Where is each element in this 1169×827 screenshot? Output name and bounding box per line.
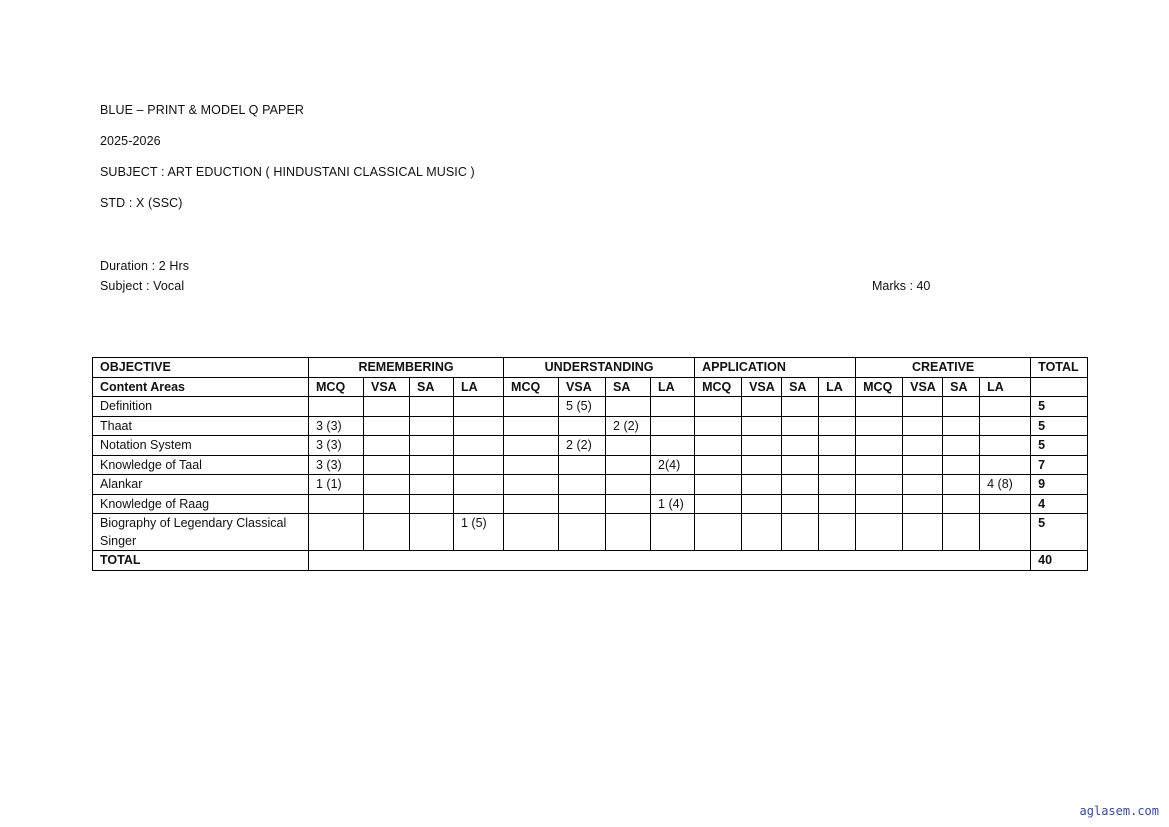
- marks-cell: [364, 416, 410, 436]
- objective-header: OBJECTIVE: [93, 358, 309, 378]
- table-row: [93, 397, 1088, 417]
- marks-cell: [943, 416, 980, 436]
- marks-cell: [410, 494, 454, 514]
- marks-cell: [903, 514, 943, 551]
- grand-total-label: TOTAL: [93, 551, 309, 571]
- marks-cell: [504, 455, 559, 475]
- marks-cell: [309, 494, 364, 514]
- marks-cell: [364, 514, 410, 551]
- marks-cell: 2 (2): [559, 436, 606, 456]
- subcolumn-header: LA: [819, 377, 856, 397]
- marks-cell: [651, 475, 695, 495]
- subcolumn-header: LA: [980, 377, 1031, 397]
- marks-cell: [364, 475, 410, 495]
- marks-cell: [782, 475, 819, 495]
- content-areas-header: Content Areas: [93, 377, 309, 397]
- row-total-cell: 9: [1031, 475, 1088, 495]
- marks-cell: [819, 436, 856, 456]
- marks-cell: [606, 397, 651, 417]
- row-total-cell: 7: [1031, 455, 1088, 475]
- marks-cell: [559, 416, 606, 436]
- marks-cell: [559, 455, 606, 475]
- marks-cell: [856, 455, 903, 475]
- marks-cell: [980, 436, 1031, 456]
- marks-cell: [606, 455, 651, 475]
- marks-cell: [742, 397, 782, 417]
- marks-cell: [742, 455, 782, 475]
- marks-cell: [559, 514, 606, 551]
- marks-cell: [782, 436, 819, 456]
- table-row: [93, 514, 1088, 551]
- marks-cell: [454, 436, 504, 456]
- table-row: [93, 455, 1088, 475]
- subcolumn-header: SA: [606, 377, 651, 397]
- marks-cell: [980, 397, 1031, 417]
- marks-cell: [504, 494, 559, 514]
- marks-cell: [651, 397, 695, 417]
- subcolumn-header: SA: [410, 377, 454, 397]
- content-area-cell: Biography of Legendary Classical Singer: [93, 514, 309, 551]
- subcolumn-header-row: [93, 377, 1088, 397]
- marks-cell: [782, 494, 819, 514]
- subcolumn-header: VSA: [742, 377, 782, 397]
- marks-cell: [559, 475, 606, 495]
- marks-cell: 1 (1): [309, 475, 364, 495]
- marks-cell: [943, 455, 980, 475]
- marks-cell: [742, 494, 782, 514]
- marks-cell: [980, 416, 1031, 436]
- subcolumn-header: VSA: [903, 377, 943, 397]
- blueprint-table: [92, 357, 1088, 571]
- subcolumn-header: SA: [943, 377, 980, 397]
- subcolumn-header: VSA: [559, 377, 606, 397]
- subcolumn-header-total-blank: [1031, 377, 1088, 397]
- marks-cell: [903, 436, 943, 456]
- marks-cell: [980, 494, 1031, 514]
- duration-line: Duration : 2 Hrs: [100, 259, 190, 273]
- marks-cell: 4 (8): [980, 475, 1031, 495]
- marks-cell: [651, 436, 695, 456]
- marks-cell: [742, 475, 782, 495]
- marks-cell: [819, 416, 856, 436]
- marks-line: Marks : 40: [872, 279, 931, 293]
- group-header-understanding: UNDERSTANDING: [504, 358, 695, 378]
- subcolumn-header: LA: [454, 377, 504, 397]
- marks-cell: 2 (2): [606, 416, 651, 436]
- marks-cell: [819, 514, 856, 551]
- grand-total-row: [93, 551, 1088, 571]
- marks-cell: [606, 436, 651, 456]
- marks-cell: [410, 475, 454, 495]
- marks-cell: [943, 436, 980, 456]
- marks-cell: 1 (4): [651, 494, 695, 514]
- group-header-creative: CREATIVE: [856, 358, 1031, 378]
- marks-cell: [410, 397, 454, 417]
- marks-cell: [695, 416, 742, 436]
- grand-total-value: 40: [1031, 551, 1088, 571]
- marks-cell: [410, 416, 454, 436]
- table-row: [93, 416, 1088, 436]
- group-header-row: [93, 358, 1088, 378]
- marks-cell: [606, 494, 651, 514]
- content-area-cell: Knowledge of Taal: [93, 455, 309, 475]
- marks-cell: [364, 397, 410, 417]
- marks-cell: [742, 416, 782, 436]
- marks-cell: [410, 436, 454, 456]
- marks-cell: [980, 514, 1031, 551]
- marks-cell: [856, 416, 903, 436]
- table-row: [93, 475, 1088, 495]
- marks-cell: 3 (3): [309, 455, 364, 475]
- subcolumn-header: MCQ: [309, 377, 364, 397]
- marks-cell: [504, 514, 559, 551]
- subcolumn-header: LA: [651, 377, 695, 397]
- subject-type-line: Subject : Vocal: [100, 279, 185, 293]
- paper-title: BLUE – PRINT & MODEL Q PAPER: [100, 103, 305, 117]
- marks-cell: [943, 475, 980, 495]
- marks-cell: [695, 436, 742, 456]
- marks-cell: [695, 514, 742, 551]
- marks-cell: [856, 397, 903, 417]
- marks-cell: [364, 436, 410, 456]
- marks-cell: [410, 514, 454, 551]
- marks-cell: [309, 397, 364, 417]
- group-header-remembering: REMEMBERING: [309, 358, 504, 378]
- watermark: aglasem.com: [1079, 804, 1159, 818]
- marks-cell: [819, 455, 856, 475]
- marks-cell: [782, 397, 819, 417]
- marks-cell: [742, 436, 782, 456]
- std-line: STD : X (SSC): [100, 196, 183, 210]
- marks-cell: [454, 455, 504, 475]
- marks-cell: [819, 397, 856, 417]
- marks-cell: 1 (5): [454, 514, 504, 551]
- content-area-cell: Notation System: [93, 436, 309, 456]
- marks-cell: [819, 475, 856, 495]
- marks-cell: [410, 455, 454, 475]
- marks-cell: [504, 436, 559, 456]
- marks-cell: [695, 397, 742, 417]
- marks-cell: 5 (5): [559, 397, 606, 417]
- marks-cell: [943, 494, 980, 514]
- row-total-cell: 4: [1031, 494, 1088, 514]
- content-area-cell: Definition: [93, 397, 309, 417]
- marks-cell: [782, 455, 819, 475]
- subcolumn-header: SA: [782, 377, 819, 397]
- marks-cell: 2(4): [651, 455, 695, 475]
- subcolumn-header: MCQ: [856, 377, 903, 397]
- marks-cell: [695, 455, 742, 475]
- marks-cell: [309, 514, 364, 551]
- marks-cell: [903, 455, 943, 475]
- marks-cell: [559, 494, 606, 514]
- marks-cell: [903, 475, 943, 495]
- marks-cell: [454, 397, 504, 417]
- marks-cell: [606, 514, 651, 551]
- marks-cell: [651, 416, 695, 436]
- marks-cell: [454, 494, 504, 514]
- content-area-cell: Thaat: [93, 416, 309, 436]
- marks-cell: [856, 494, 903, 514]
- marks-cell: [651, 514, 695, 551]
- group-header-application: APPLICATION: [695, 358, 856, 378]
- marks-cell: 3 (3): [309, 436, 364, 456]
- marks-cell: [364, 455, 410, 475]
- row-total-cell: 5: [1031, 397, 1088, 417]
- marks-cell: [364, 494, 410, 514]
- content-area-cell: Alankar: [93, 475, 309, 495]
- marks-cell: [782, 416, 819, 436]
- subcolumn-header: MCQ: [695, 377, 742, 397]
- row-total-cell: 5: [1031, 436, 1088, 456]
- subject-line: SUBJECT : ART EDUCTION ( HINDUSTANI CLASSICAL MUSIC ): [100, 165, 475, 179]
- marks-cell: [856, 436, 903, 456]
- marks-cell: [980, 455, 1031, 475]
- marks-cell: 3 (3): [309, 416, 364, 436]
- marks-cell: [454, 475, 504, 495]
- marks-cell: [903, 416, 943, 436]
- academic-year: 2025-2026: [100, 134, 161, 148]
- marks-cell: [695, 494, 742, 514]
- marks-cell: [695, 475, 742, 495]
- row-total-cell: 5: [1031, 416, 1088, 436]
- marks-cell: [856, 514, 903, 551]
- subcolumn-header: VSA: [364, 377, 410, 397]
- marks-cell: [943, 397, 980, 417]
- marks-cell: [504, 397, 559, 417]
- table-row: [93, 494, 1088, 514]
- marks-cell: [819, 494, 856, 514]
- table-row: [93, 436, 1088, 456]
- marks-cell: [504, 475, 559, 495]
- marks-cell: [943, 514, 980, 551]
- marks-cell: [903, 397, 943, 417]
- marks-cell: [504, 416, 559, 436]
- content-area-cell: Knowledge of Raag: [93, 494, 309, 514]
- marks-cell: [856, 475, 903, 495]
- row-total-cell: 5: [1031, 514, 1088, 551]
- marks-cell: [454, 416, 504, 436]
- grand-total-span: [309, 551, 1031, 571]
- subcolumn-header: MCQ: [504, 377, 559, 397]
- marks-cell: [903, 494, 943, 514]
- total-header: TOTAL: [1031, 358, 1088, 378]
- marks-cell: [606, 475, 651, 495]
- marks-cell: [742, 514, 782, 551]
- marks-cell: [782, 514, 819, 551]
